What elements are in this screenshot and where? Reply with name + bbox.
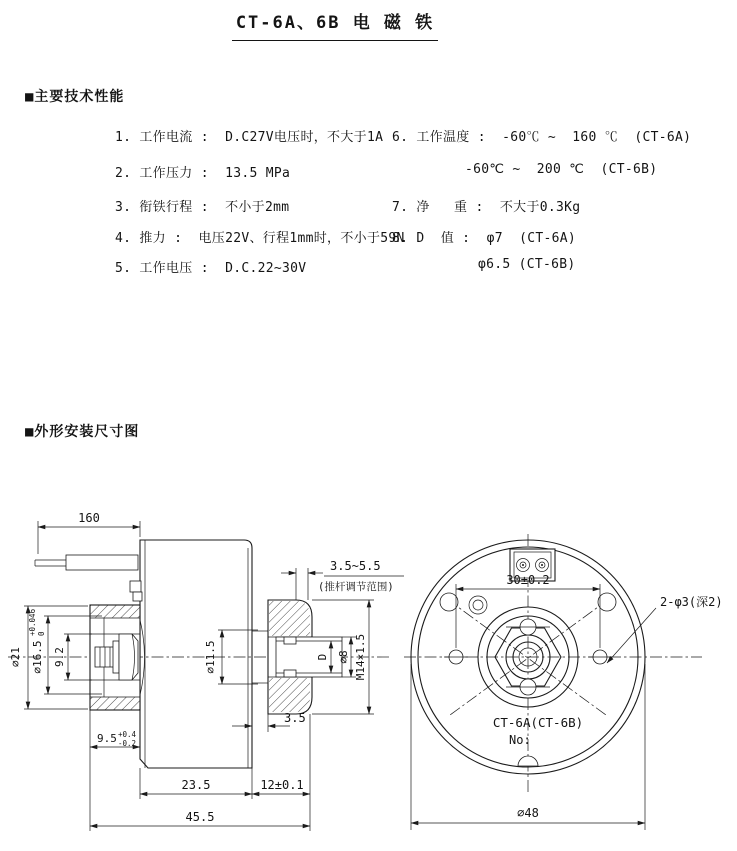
page-title: CT-6A、6B 电 磁 铁 [232,8,438,41]
dim-dia21-label: ∅21 [9,647,22,667]
adjustment-range-dim [281,559,404,600]
dim-9-5-tol-up: +0.4 [118,730,137,739]
dim-160-label: 160 [78,511,100,525]
spec-item-1: 1. 工作电流 : D.C27V电压时，不大于1A [115,130,384,145]
spec-item-4: 4. 推力 : 电压22V、行程1mm时，不小于59N [115,231,405,246]
spec-item-5: 5. 工作电压 : D.C.22~30V [115,261,307,276]
dim-3-5-label: 3.5 [284,711,306,725]
rivet-hole [469,596,487,614]
dim-dia11-5-label: ∅11.5 [204,640,217,674]
svg-text:+0.046: +0.046 [28,608,37,636]
spec-item-2: 2. 工作压力 : 13.5 MPa [115,166,291,181]
svg-text:∅16.5: ∅16.5 [31,640,44,674]
model-label: CT-6A(CT-6B) [492,715,584,730]
callout-2-phi3-label: 2-φ3(深2) [660,595,723,609]
dim-23-5-label: 23.5 [181,778,211,792]
dim-dia48-label: ∅48 [517,806,539,820]
lead-wire [35,555,138,570]
dim-dia16-5-label [28,608,46,673]
dim-range-note: (推杆调节范围) [318,581,394,593]
dim-30-label: 30±0.2 [506,573,550,587]
section-heading-drawing: ■外形安装尺寸图 [25,424,140,440]
spec-item-8b: φ6.5 (CT-6B) [478,257,576,272]
dim-9-5-tol-dn: -0.2 [118,739,137,748]
dim-12-label: 12±0.1 [260,778,304,792]
spec-item-7: 7. 净 重 : 不大于0.3Kg [392,200,581,215]
spec-item-3: 3. 衔铁行程 : 不小于2mm [115,200,290,215]
spec-item-6b: -60℃ ~ 200 ℃ (CT-6B) [465,162,658,177]
rim-notch-right [598,593,616,611]
spec-item-6: 6. 工作温度 : -60℃ ~ 160 ℃ (CT-6A) [392,130,692,145]
dim-9-2-label: 9.2 [53,647,66,667]
dim-9-5-label: 9.5 [97,732,117,745]
front-view [404,534,723,830]
outline-installation-drawing [0,490,737,851]
dim-dia8-label: ∅8 [337,650,350,664]
rim-notch-left [440,593,458,611]
dim-m14-label: M14×1.5 [354,633,367,681]
section-heading-specs: ■主要技术性能 [25,89,125,105]
dim-D-label: D [316,653,329,661]
spec-item-8: 8. D 值 : φ7 (CT-6A) [392,231,576,246]
terminal-tab [130,581,141,592]
side-view [8,511,404,831]
svg-text:0: 0 [37,631,46,636]
dim-45-5-label: 45.5 [185,810,215,824]
dim-range-label: 3.5~5.5 [330,559,381,573]
solenoid-body [130,540,252,768]
serial-no-label: No: [509,733,531,747]
bottom-key-bump [518,756,538,766]
